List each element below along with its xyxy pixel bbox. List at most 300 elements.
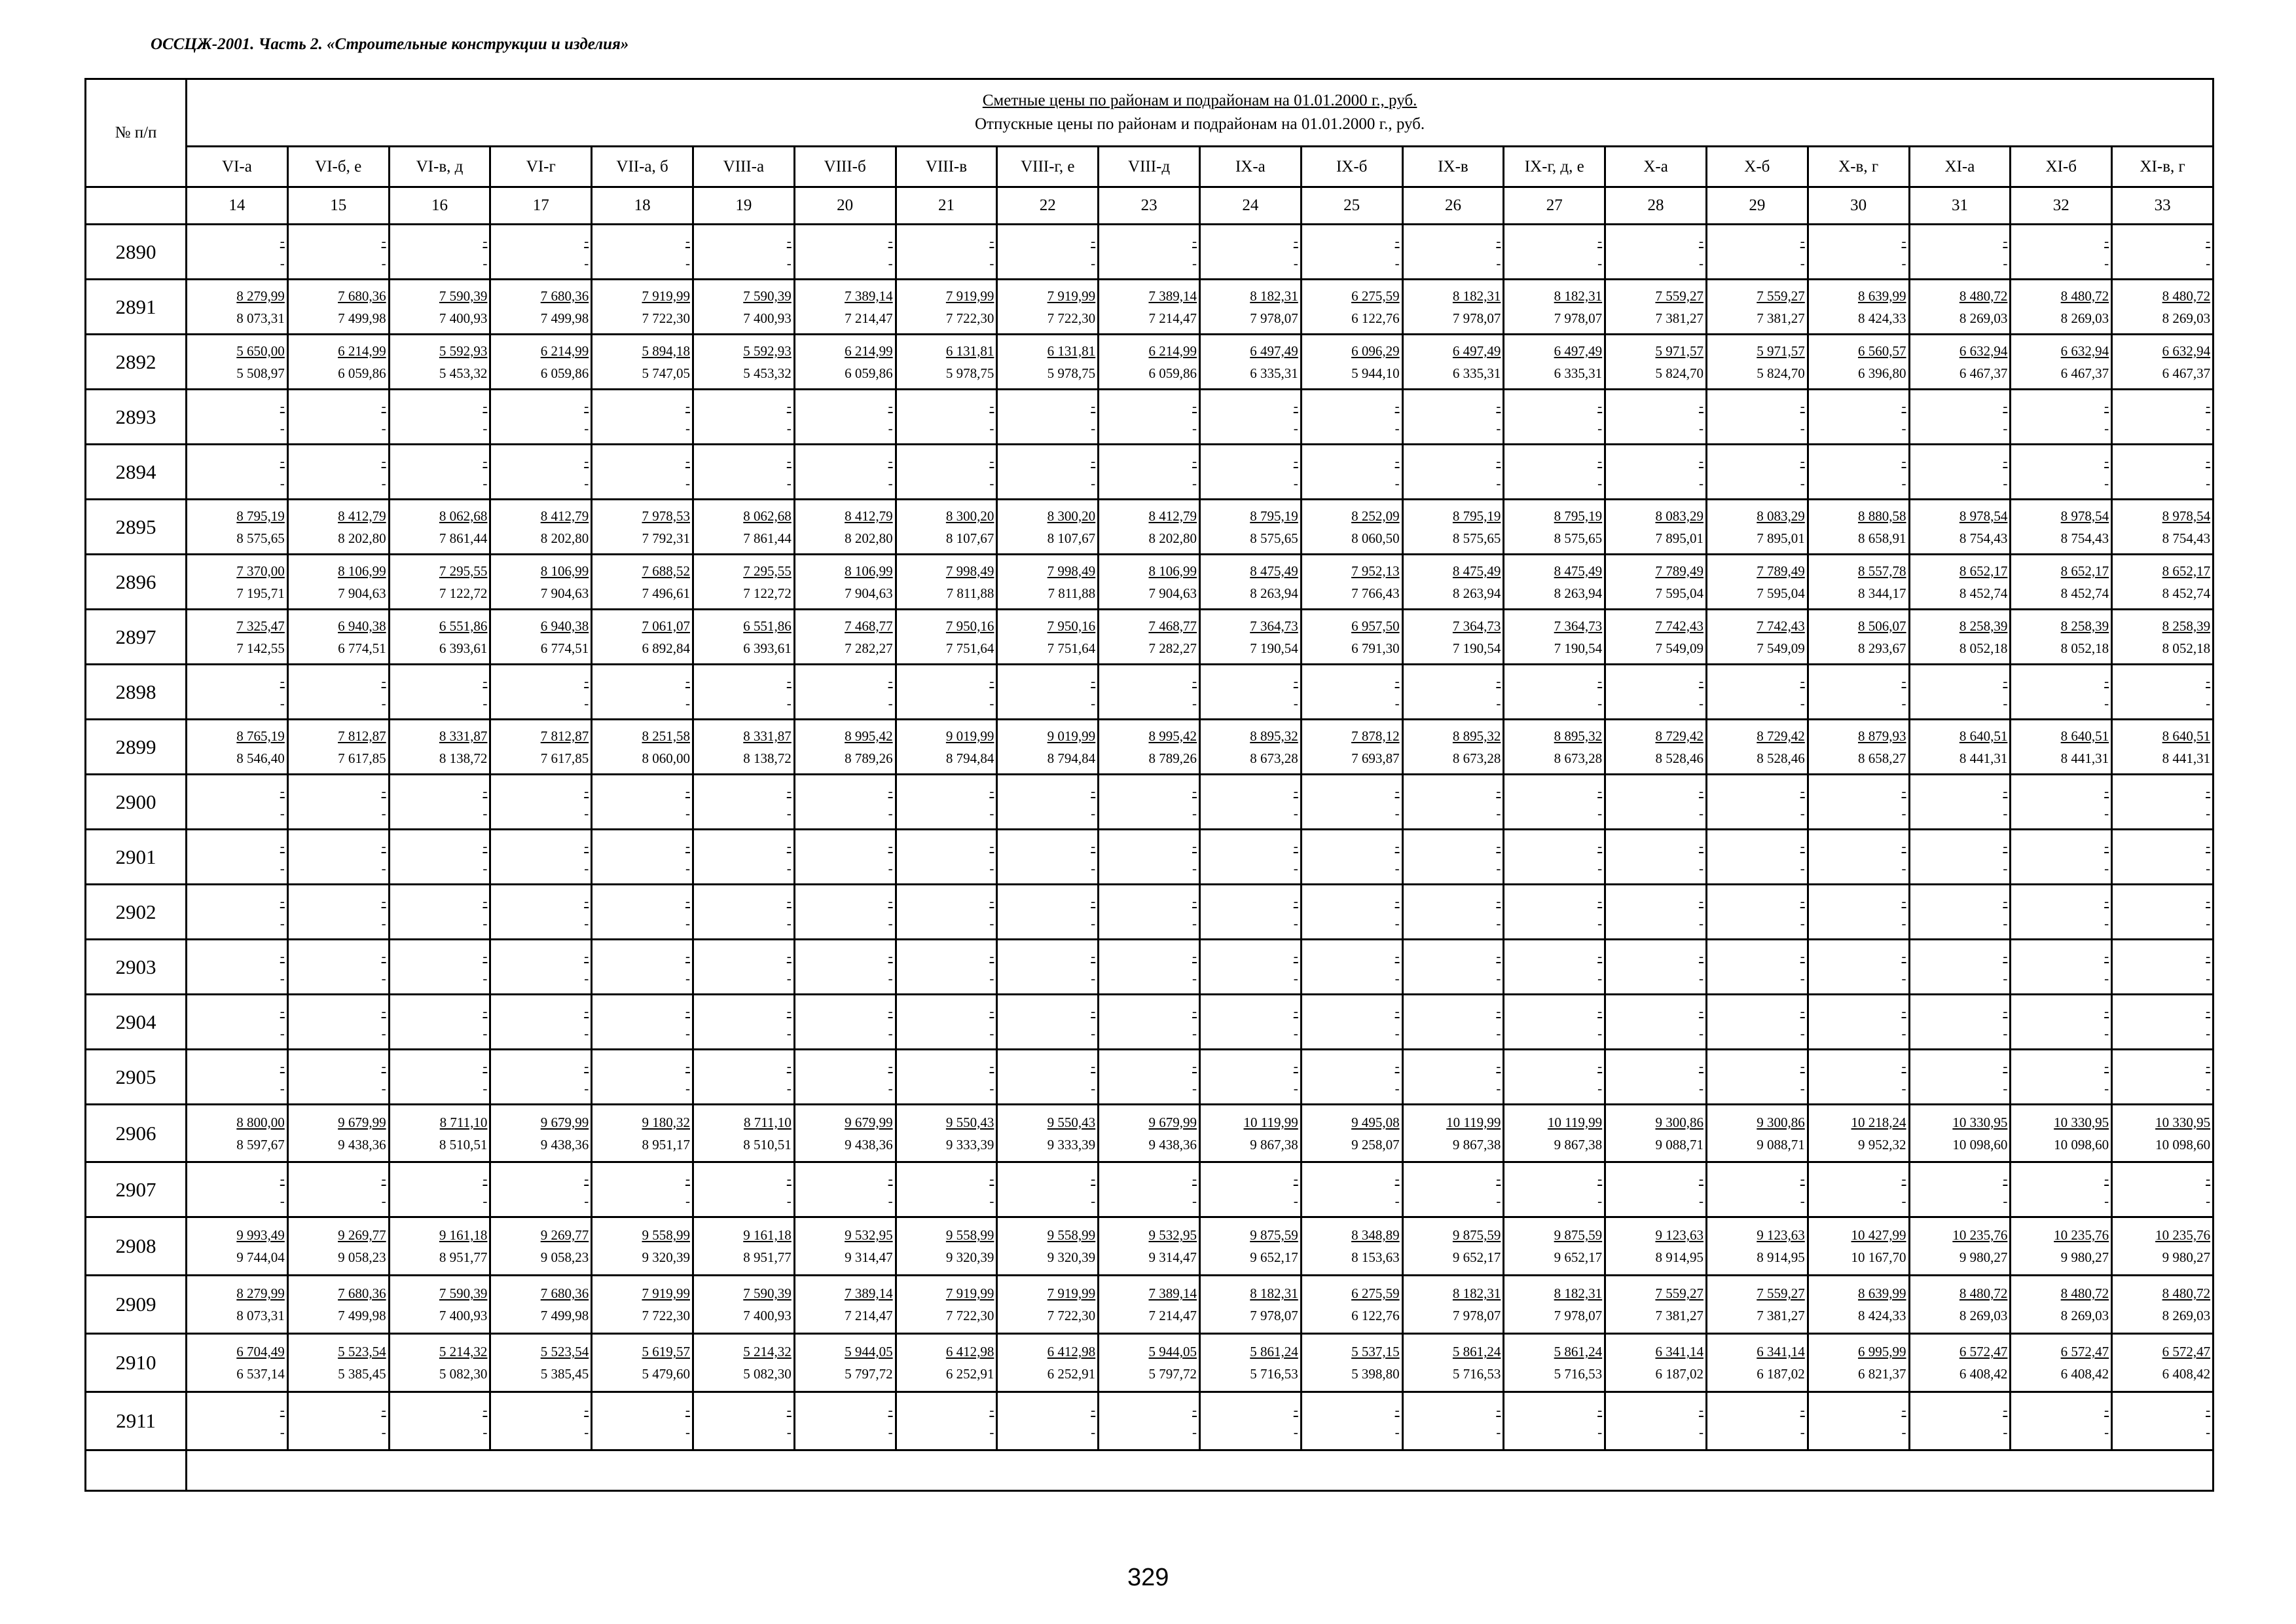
estimated-price: -	[685, 948, 690, 964]
release-price: 5 978,75	[945, 365, 994, 381]
price-cell	[2112, 995, 2214, 1050]
estimated-price: 7 919,99	[945, 287, 994, 304]
release-price: 7 142,55	[236, 640, 285, 656]
price-cell	[1706, 1334, 1808, 1392]
estimated-price: -	[2003, 673, 2008, 689]
price-cell	[1301, 1217, 1402, 1276]
price-cell	[1099, 1334, 1200, 1392]
price-cell	[2112, 1162, 2214, 1217]
column-number: 15	[287, 187, 389, 225]
estimated-price: -	[685, 397, 690, 414]
release-price: 7 978,07	[1452, 1308, 1501, 1323]
price-cell	[896, 1050, 997, 1105]
release-price: -	[1091, 475, 1096, 491]
release-price: -	[1800, 915, 1805, 931]
estimated-price: 6 704,49	[236, 1344, 285, 1359]
price-cell	[1301, 610, 1402, 665]
estimated-price: -	[280, 397, 285, 414]
estimated-price: -	[381, 1170, 386, 1187]
estimated-price: -	[888, 1402, 893, 1418]
estimated-price: 8 182,31	[1250, 287, 1298, 304]
price-cell	[1099, 1050, 1200, 1105]
release-price: -	[2206, 1080, 2211, 1096]
release-price: -	[786, 970, 792, 986]
release-price: 7 400,93	[743, 1308, 792, 1323]
estimated-price: 9 558,99	[945, 1227, 994, 1243]
price-cell	[592, 280, 693, 335]
price-cell	[794, 1050, 896, 1105]
estimated-price: 9 300,86	[1757, 1114, 1805, 1130]
estimated-price: 8 062,68	[743, 507, 792, 524]
estimated-price: -	[685, 838, 690, 854]
estimated-price: -	[989, 452, 994, 469]
price-cell	[693, 1050, 794, 1105]
estimated-price: 6 214,99	[540, 342, 589, 359]
price-cell	[1199, 775, 1301, 830]
price-cell	[693, 665, 794, 720]
price-cell	[794, 665, 896, 720]
release-price: -	[1293, 475, 1298, 491]
release-price: -	[584, 695, 589, 711]
estimated-price: 7 061,07	[642, 618, 690, 634]
row-number: 2904	[86, 995, 187, 1050]
release-price: -	[1293, 695, 1298, 711]
estimated-price: -	[1698, 1003, 1704, 1019]
price-cell	[389, 225, 490, 280]
price-cell	[187, 1392, 288, 1450]
release-price: 6 059,86	[540, 365, 589, 381]
release-price: 9 652,17	[1452, 1249, 1501, 1265]
release-price: 7 617,85	[338, 750, 386, 766]
estimated-price: -	[989, 838, 994, 854]
price-cell	[1504, 500, 1605, 555]
release-price: -	[1901, 1025, 1906, 1041]
release-price: 5 398,80	[1351, 1366, 1400, 1382]
estimated-price: 7 559,27	[1757, 1285, 1805, 1301]
estimated-price: -	[1901, 1402, 1906, 1418]
price-cell	[592, 500, 693, 555]
release-price: 8 441,31	[1959, 750, 2008, 766]
release-price: 9 652,17	[1554, 1249, 1603, 1265]
release-price: 7 381,27	[1655, 1308, 1704, 1323]
estimated-price: 7 370,00	[236, 563, 285, 579]
price-cell	[490, 390, 592, 445]
price-cell	[1504, 1392, 1605, 1450]
estimated-price: -	[1597, 838, 1603, 854]
release-price: 7 722,30	[1047, 1308, 1096, 1323]
table-row	[86, 1162, 2214, 1217]
release-price: -	[1293, 1192, 1298, 1209]
estimated-price: -	[1496, 1003, 1501, 1019]
column-number: 20	[794, 187, 896, 225]
price-cell	[1504, 1162, 1605, 1217]
estimated-price: -	[2206, 838, 2211, 854]
estimated-price: 7 559,27	[1655, 1285, 1704, 1301]
price-cell	[1605, 610, 1707, 665]
release-price: 7 978,07	[1554, 310, 1603, 326]
release-price: 6 252,91	[1047, 1366, 1096, 1382]
release-price: -	[1091, 1080, 1096, 1096]
estimated-price: -	[1394, 1402, 1400, 1418]
estimated-price: -	[1698, 948, 1704, 964]
estimated-price: 8 978,54	[2060, 507, 2109, 524]
price-cell	[1199, 280, 1301, 335]
release-price: -	[1800, 805, 1805, 821]
release-price: 7 190,54	[1554, 640, 1603, 656]
estimated-price: -	[1394, 893, 1400, 909]
price-cell	[490, 1334, 592, 1392]
estimated-price: -	[381, 452, 386, 469]
release-price: -	[2003, 805, 2008, 821]
release-price: -	[483, 915, 488, 931]
table-row	[86, 1105, 2214, 1162]
estimated-price: -	[1698, 1058, 1704, 1074]
table-caption	[187, 79, 2214, 147]
price-cell	[592, 1105, 693, 1162]
estimated-price: 5 650,00	[236, 342, 285, 359]
estimated-price: -	[2104, 673, 2109, 689]
estimated-price: 8 480,72	[2060, 1285, 2109, 1301]
release-price: -	[483, 475, 488, 491]
estimated-price: 5 592,93	[439, 342, 488, 359]
price-cell	[187, 1276, 288, 1334]
release-price: -	[381, 1080, 386, 1096]
release-price: 6 122,76	[1351, 1308, 1400, 1323]
column-number: 23	[1099, 187, 1200, 225]
price-cell	[592, 885, 693, 940]
price-cell	[1099, 225, 1200, 280]
estimated-price: 8 258,39	[2162, 618, 2211, 634]
release-price: -	[786, 1025, 792, 1041]
estimated-price: 7 950,16	[1047, 618, 1096, 634]
estimated-price: -	[2003, 893, 2008, 909]
price-cell	[997, 335, 1099, 390]
release-price: 6 408,42	[1959, 1366, 2008, 1382]
district-header: IX-а	[1199, 147, 1301, 187]
estimated-price: 10 235,76	[2155, 1227, 2211, 1243]
price-cell	[490, 830, 592, 885]
estimated-price: -	[1597, 673, 1603, 689]
price-cell	[592, 445, 693, 500]
release-price: -	[1192, 475, 1197, 491]
release-price: -	[381, 970, 386, 986]
price-cell	[1504, 390, 1605, 445]
release-price: -	[2003, 255, 2008, 271]
price-cell	[1504, 775, 1605, 830]
estimated-price: -	[483, 893, 488, 909]
row-number-header: № п/п	[86, 79, 187, 187]
price-cell	[287, 500, 389, 555]
price-cell	[896, 885, 997, 940]
price-cell	[1808, 500, 1909, 555]
release-price: -	[1901, 420, 1906, 436]
price-cell	[997, 885, 1099, 940]
release-price: 7 549,09	[1757, 640, 1805, 656]
price-cell	[1402, 775, 1504, 830]
price-cell	[1099, 885, 1200, 940]
release-price: -	[381, 255, 386, 271]
release-price: 7 282,27	[845, 640, 893, 656]
release-price: 9 980,27	[1959, 1249, 2008, 1265]
release-price: 7 722,30	[642, 310, 690, 326]
estimated-price: 8 795,19	[1452, 507, 1501, 524]
release-price: 8 138,72	[439, 750, 488, 766]
release-price: -	[1192, 970, 1197, 986]
price-cell	[1199, 885, 1301, 940]
release-price: -	[1394, 695, 1400, 711]
estimated-price: 8 639,99	[1858, 287, 1906, 304]
price-cell	[896, 1392, 997, 1450]
release-price: 7 214,47	[1148, 1308, 1197, 1323]
release-price: 7 595,04	[1757, 585, 1805, 601]
release-price: -	[1091, 695, 1096, 711]
estimated-price: 7 389,14	[1148, 1285, 1197, 1301]
price-cell	[1808, 1276, 1909, 1334]
price-cell	[1605, 1334, 1707, 1392]
estimated-price: -	[1496, 948, 1501, 964]
price-cell	[389, 1334, 490, 1392]
row-number: 2897	[86, 610, 187, 665]
estimated-price: 8 995,42	[845, 728, 893, 744]
release-price: -	[1496, 915, 1501, 931]
release-price: 8 060,50	[1351, 530, 1400, 546]
estimated-price: -	[1597, 1402, 1603, 1418]
estimated-price: -	[1192, 838, 1197, 854]
district-header: VI-г	[490, 147, 592, 187]
price-cell	[2011, 445, 2112, 500]
estimated-price: 10 235,76	[2054, 1227, 2109, 1243]
estimated-price: 8 062,68	[439, 507, 488, 524]
estimated-price: -	[280, 673, 285, 689]
release-price: 8 153,63	[1351, 1249, 1400, 1265]
row-number: 2911	[86, 1392, 187, 1450]
price-cell	[1909, 830, 2011, 885]
price-cell	[287, 1217, 389, 1276]
release-price: -	[1800, 970, 1805, 986]
price-cell	[287, 1334, 389, 1392]
estimated-price: 5 619,57	[642, 1344, 690, 1359]
price-cell	[896, 280, 997, 335]
price-cell	[490, 1162, 592, 1217]
price-cell	[187, 1050, 288, 1105]
release-price: 8 202,80	[338, 530, 386, 546]
table-row	[86, 1217, 2214, 1276]
estimated-price: -	[1496, 783, 1501, 799]
release-price: 8 754,43	[2162, 530, 2211, 546]
estimated-price: -	[1293, 673, 1298, 689]
price-cell	[187, 830, 288, 885]
release-price: -	[1901, 970, 1906, 986]
estimated-price: 6 214,99	[1148, 342, 1197, 359]
price-cell	[2011, 280, 2112, 335]
estimated-price: -	[2206, 673, 2211, 689]
row-number: 2906	[86, 1105, 187, 1162]
release-price: -	[2003, 475, 2008, 491]
release-price: 9 952,32	[1858, 1136, 1906, 1153]
estimated-price: 9 495,08	[1351, 1114, 1400, 1130]
estimated-price: -	[584, 452, 589, 469]
price-cell	[997, 665, 1099, 720]
estimated-price: 10 330,95	[2054, 1114, 2109, 1130]
price-cell	[1301, 1050, 1402, 1105]
price-cell	[187, 1334, 288, 1392]
estimated-price: 6 632,94	[2162, 342, 2211, 359]
estimated-price: -	[1293, 1058, 1298, 1074]
estimated-price: 8 182,31	[1452, 1285, 1501, 1301]
price-cell	[693, 940, 794, 995]
price-cell	[1301, 555, 1402, 610]
release-price: 5 716,53	[1554, 1366, 1603, 1382]
estimated-price: -	[1293, 1402, 1298, 1418]
estimated-price: -	[989, 232, 994, 249]
table-row	[86, 1050, 2214, 1105]
estimated-price: 8 182,31	[1554, 287, 1603, 304]
estimated-price: 5 214,32	[439, 1344, 488, 1359]
estimated-price: 8 795,19	[236, 507, 285, 524]
price-cell	[1099, 1105, 1200, 1162]
column-number: 17	[490, 187, 592, 225]
estimated-price: -	[584, 948, 589, 964]
release-price: -	[1293, 970, 1298, 986]
release-price: -	[483, 970, 488, 986]
price-cell	[1909, 280, 2011, 335]
release-price: -	[685, 1192, 690, 1209]
release-price: 7 792,31	[642, 530, 690, 546]
price-cell	[287, 280, 389, 335]
estimated-price: -	[1293, 893, 1298, 909]
estimated-price: -	[1901, 452, 1906, 469]
estimated-price: -	[1293, 1003, 1298, 1019]
price-cell	[1402, 940, 1504, 995]
release-price: -	[2104, 970, 2109, 986]
price-cell	[1402, 555, 1504, 610]
estimated-price: -	[2104, 838, 2109, 854]
price-cell	[1605, 995, 1707, 1050]
release-price: 6 467,37	[1959, 365, 2008, 381]
estimated-price: -	[685, 1402, 690, 1418]
estimated-price: 10 119,99	[1547, 1114, 1603, 1130]
estimated-price: -	[280, 783, 285, 799]
estimated-price: -	[1698, 893, 1704, 909]
price-cell	[2112, 1276, 2214, 1334]
price-cell	[1199, 1050, 1301, 1105]
estimated-price: -	[1091, 948, 1096, 964]
release-price: -	[1597, 805, 1603, 821]
estimated-price: -	[483, 1003, 488, 1019]
release-price: -	[1293, 420, 1298, 436]
estimated-price: 7 364,73	[1250, 618, 1298, 634]
estimated-price: 7 812,87	[338, 728, 386, 744]
release-price: 9 980,27	[2162, 1249, 2211, 1265]
estimated-price: 9 123,63	[1757, 1227, 1805, 1243]
estimated-price: -	[989, 1402, 994, 1418]
price-cell	[693, 335, 794, 390]
column-number-row	[86, 187, 2214, 225]
price-cell	[2011, 1334, 2112, 1392]
estimated-price: 7 590,39	[439, 287, 488, 304]
release-price: -	[1394, 1025, 1400, 1041]
estimated-price: 8 652,17	[1959, 563, 2008, 579]
price-cell	[1808, 885, 1909, 940]
release-price: -	[2206, 475, 2211, 491]
price-cell	[2011, 1392, 2112, 1450]
release-price: -	[2206, 860, 2211, 876]
release-price: -	[989, 1192, 994, 1209]
price-cell	[1706, 335, 1808, 390]
price-cell	[2112, 225, 2214, 280]
price-cell	[1099, 390, 1200, 445]
price-cell	[1301, 1392, 1402, 1450]
estimated-price: -	[2206, 783, 2211, 799]
release-price: -	[381, 1025, 386, 1041]
estimated-price: -	[2206, 948, 2211, 964]
estimated-price: -	[381, 1003, 386, 1019]
estimated-price: -	[786, 1170, 792, 1187]
price-cell	[490, 775, 592, 830]
price-cell	[1504, 225, 1605, 280]
release-price: -	[584, 420, 589, 436]
release-price: -	[2206, 805, 2211, 821]
estimated-price: 8 475,49	[1554, 563, 1603, 579]
estimated-price: -	[1394, 452, 1400, 469]
price-cell	[1605, 280, 1707, 335]
price-cell	[794, 335, 896, 390]
estimated-price: 8 412,79	[845, 507, 893, 524]
release-price: 8 263,94	[1452, 585, 1501, 601]
estimated-price: -	[2003, 452, 2008, 469]
price-cell	[1909, 665, 2011, 720]
district-header: VIII-г, е	[997, 147, 1099, 187]
estimated-price: 7 389,14	[845, 287, 893, 304]
price-cell	[2112, 775, 2214, 830]
price-cell	[187, 225, 288, 280]
estimated-price: -	[2104, 452, 2109, 469]
release-price: -	[1192, 420, 1197, 436]
price-cell	[389, 665, 490, 720]
estimated-price: 7 688,52	[642, 563, 690, 579]
release-price: 8 263,94	[1554, 585, 1603, 601]
price-cell	[896, 830, 997, 885]
estimated-price: -	[1597, 783, 1603, 799]
price-cell	[1099, 940, 1200, 995]
release-price: -	[1394, 1080, 1400, 1096]
price-cell	[2112, 1105, 2214, 1162]
release-price: 8 597,67	[236, 1136, 285, 1153]
estimated-price: -	[381, 838, 386, 854]
price-cell	[1199, 1392, 1301, 1450]
table-row	[86, 830, 2214, 885]
release-price: 9 314,47	[1148, 1249, 1197, 1265]
release-price: -	[786, 1424, 792, 1440]
price-cell	[2011, 830, 2112, 885]
release-price: 7 549,09	[1655, 640, 1704, 656]
price-cell	[794, 720, 896, 775]
price-cell	[1706, 1392, 1808, 1450]
release-price: -	[1293, 255, 1298, 271]
estimated-price: -	[1496, 1402, 1501, 1418]
price-cell	[389, 555, 490, 610]
release-price: -	[685, 915, 690, 931]
release-price: 7 904,63	[845, 585, 893, 601]
price-cell	[490, 445, 592, 500]
release-price: -	[2206, 695, 2211, 711]
estimated-price: -	[1800, 948, 1805, 964]
release-price: 9 652,17	[1250, 1249, 1298, 1265]
release-price: 8 138,72	[743, 750, 792, 766]
release-price: 7 722,30	[945, 1308, 994, 1323]
release-price: 6 408,42	[2060, 1366, 2109, 1382]
estimated-price: 8 475,49	[1452, 563, 1501, 579]
